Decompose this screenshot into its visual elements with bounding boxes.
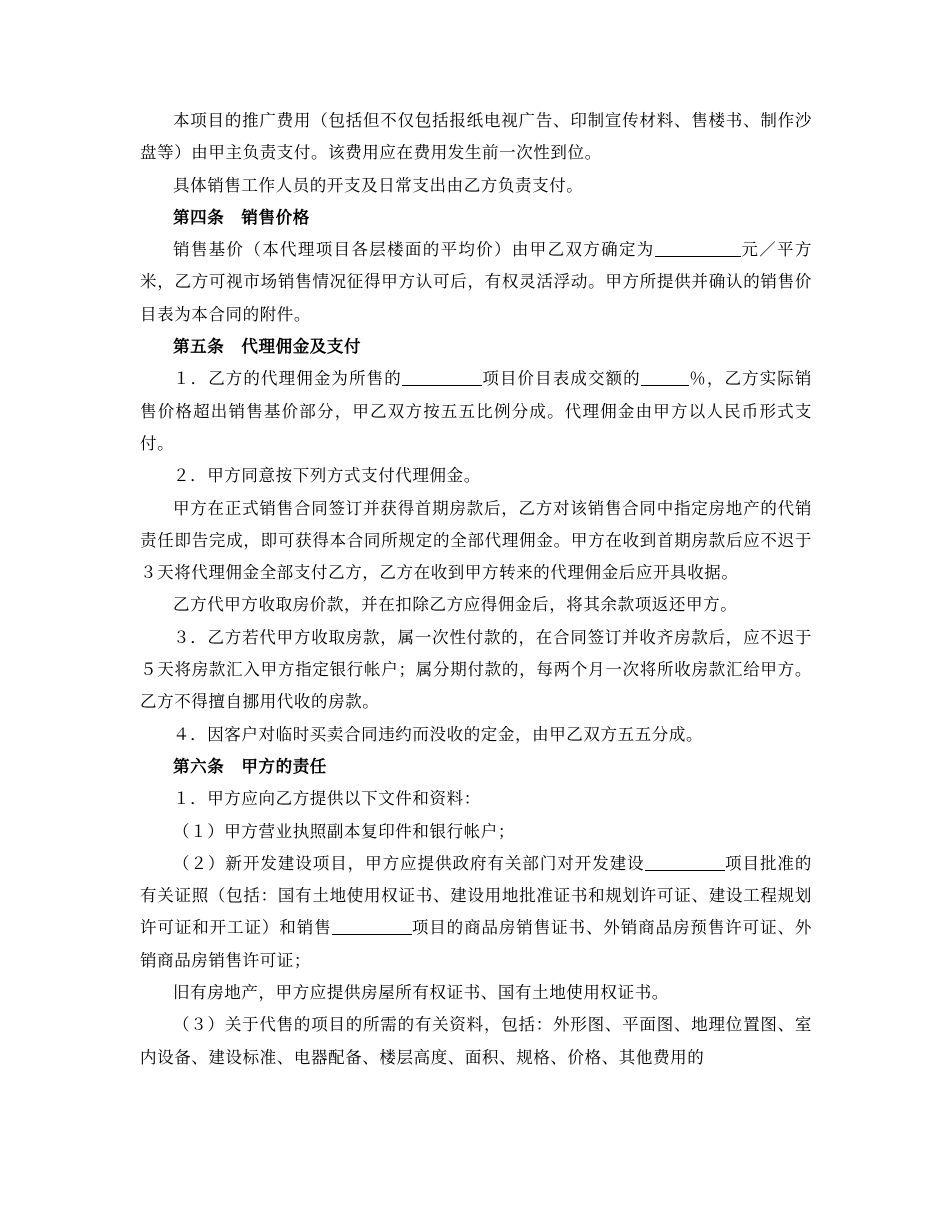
paragraph-permits	[140, 848, 812, 977]
paragraph-business-license: （１）甲方营业执照副本复印件和银行帐户；	[173, 821, 515, 841]
permits-text-b: 项目批准的有关证照（包括：国有土地使用权证书、建设用地批准证书和规划许可证、建设工程规划许可证和开工证）和销售	[140, 853, 812, 938]
commission-percent-blank	[641, 369, 689, 387]
article-4-heading: 第四条 销售价格	[173, 207, 310, 227]
paragraph-promotion-costs: 本项目的推广费用（包括但不仅包括报纸电视广告、印制宣传材料、售楼书、制作沙盘等）由甲主负责支付。该费用应在费用发生前一次性到位。	[140, 111, 812, 163]
commission-text-b: 项目价目表成交额的	[481, 369, 641, 389]
paragraph-payment-method: ２．甲方同意按下列方式支付代理佣金。	[173, 466, 481, 486]
base-price-blank	[655, 240, 741, 258]
permits-project-blank-1	[645, 853, 725, 871]
paragraph-deposit-split: ４．因客户对临时买卖合同违约而没收的定金，由甲乙双方五五分成。	[173, 724, 704, 744]
paragraph-staff-expenses: 具体销售工作人员的开支及日常支出由乙方负责支付。	[173, 175, 584, 195]
paragraph-price-collection: 乙方代甲方收取房价款，并在扣除乙方应得佣金后，将其余款项返还甲方。	[173, 595, 738, 615]
document-page	[140, 105, 812, 1074]
paragraph-commission-rate	[140, 363, 812, 460]
commission-project-blank	[402, 369, 482, 387]
paragraph-base-price	[140, 234, 812, 331]
paragraph-project-materials: （３）关于代售的项目的所需的有关资料，包括：外形图、平面图、地理位置图、室内设备、建设标准、电器配备、楼层高度、面积、规格、价格、其他费用的	[140, 1015, 812, 1067]
paragraph-collection-transfer: ３．乙方若代甲方收取房款，属一次性付款的，在合同签订并收齐房款后，应不迟于５天将房款汇入甲方指定银行帐户；属分期付款的，每两个月一次将所收房款汇给甲方。乙方不得擅自挪用代收的房款。	[140, 627, 812, 712]
article-6-heading: 第六条 甲方的责任	[173, 756, 327, 776]
paragraph-payment-timing: 甲方在正式销售合同签订并获得首期房款后，乙方对该销售合同中指定房地产的代销责任即告完成，即可获得本合同所规定的全部代理佣金。甲方在收到首期房款后应不迟于３天将代理佣金全部支付乙方，乙方在收到甲方转来的代理佣金后应开具收据。	[140, 498, 812, 583]
article-5-heading: 第五条 代理佣金及支付	[173, 337, 362, 357]
permits-text-c: 项目的商品房销售证书、外销商品房预售许可证、外销商品房销售许可证；	[140, 918, 812, 970]
paragraph-existing-property: 旧有房地产，甲方应提供房屋所有权证书、国有土地使用权证书。	[173, 983, 669, 1003]
commission-text-a: １．乙方的代理佣金为所售的	[173, 369, 402, 389]
paragraph-documents-intro: １．甲方应向乙方提供以下文件和资料：	[173, 789, 481, 809]
permits-text-a: （２）新开发建设项目，甲方应提供政府有关部门对开发建设	[173, 853, 645, 873]
commission-text-c: ％，乙方实际销售价格超出销售基价部分，甲乙双方按五五比例分成。代理佣金由甲方以人民币形式支付。	[140, 369, 812, 453]
permits-project-blank-2	[332, 918, 412, 936]
base-price-text-b: 元／平方米，乙方可视市场销售情况征得甲方认可后，有权灵活浮动。甲方所提供并确认的销售价目表为本合同的附件。	[140, 240, 812, 324]
base-price-text-a: 销售基价（本代理项目各层楼面的平均价）由甲乙双方确定为	[173, 240, 655, 260]
